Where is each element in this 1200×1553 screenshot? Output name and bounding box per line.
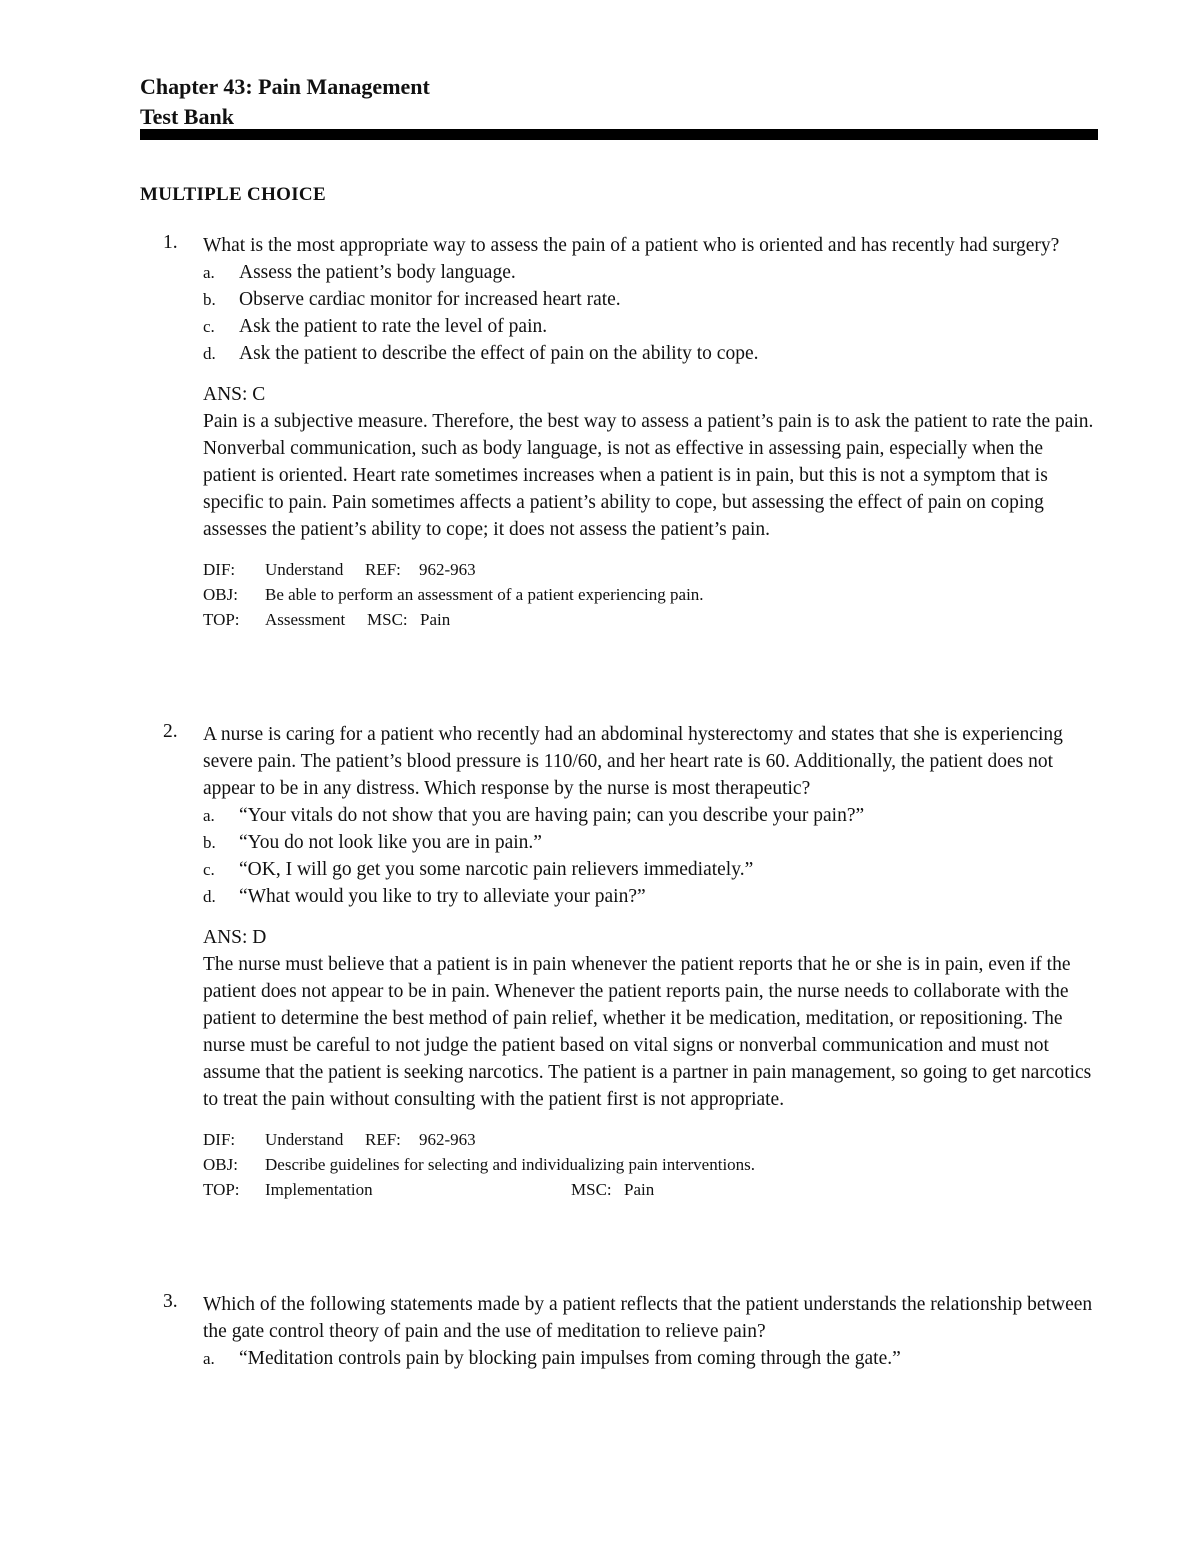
top-value: Assessment [265, 610, 346, 629]
dif-value: Understand [265, 560, 344, 579]
option-a: a. “Meditation controls pain by blocking pain impulses from coming through the gate.” [203, 1348, 901, 1369]
chapter-title: Chapter 43: Pain Management [140, 74, 430, 99]
question-number: 3. [163, 1291, 178, 1312]
header-rule [140, 129, 1098, 140]
answer-options [203, 802, 1100, 910]
dif-label: DIF: [203, 1130, 236, 1149]
dif-label: DIF: [203, 560, 236, 579]
top-label: TOP: [203, 610, 240, 629]
answer-options [203, 259, 1100, 367]
answer-key: ANS: D [203, 927, 267, 948]
option-a: a. “Your vitals do not show that you are having pain; can you describe your pain?” [203, 805, 865, 826]
answer-options [203, 1345, 1100, 1372]
option-c: c. “OK, I will go get you some narcotic pain relievers immediately.” [203, 859, 754, 880]
msc-value: Pain [624, 1180, 655, 1199]
ref-label: REF: [365, 1130, 401, 1149]
msc-label: MSC: [571, 1180, 612, 1199]
question-stem: A nurse is caring for a patient who recently had an abdominal hysterectomy and states that she is experiencing severe pain. The patient’s blood pressure is 110/60, and her heart rate is 60. Additionally, the patient does not appear to be in any distress. Which response by the nurse is most therapeutic? [203, 724, 1063, 799]
question-1 [140, 232, 1100, 632]
question-number: 2. [163, 721, 178, 742]
question-number: 1. [163, 232, 178, 253]
top-value: Implementation [265, 1180, 373, 1199]
rationale: The nurse must believe that a patient is in pain whenever the patient reports that he or she is in pain, even if the patient does not appear to be in pain. Whenever the patient reports pain, the nurse needs to collaborate with the patient to determine the best method of pain relief, whether it be medication, meditation, or repositioning. The nurse must be careful to not judge the patient based on vital signs or nonverbal communication and must not assume that the patient is seeking narcotics. The patient is a partner in pain management, so going to get narcotics to treat the pain without consulting with the patient first is not appropriate. [203, 954, 1092, 1110]
answer-key: ANS: C [203, 384, 266, 405]
test-bank-subtitle: Test Bank [140, 104, 234, 129]
option-d: d. “What would you like to try to alleviate your pain?” [203, 886, 646, 907]
option-c: c. Ask the patient to rate the level of pain. [203, 316, 548, 337]
rationale: Pain is a subjective measure. Therefore, the best way to assess a patient’s pain is to ask the patient to rate the pain. Nonverbal communication, such as body language, is not as effective in assessing pain, especially when the patient is oriented. Heart rate sometimes increases when a patient is in pain, but this is not a symptom that is specific to pain. Pain sometimes affects a patient’s ability to cope, but assessing the effect of pain on coping assesses the patient’s ability to cope; it does not assess the patient’s pain. [203, 411, 1094, 540]
obj-value: Describe guidelines for selecting and individualizing pain interventions. [265, 1155, 756, 1174]
option-b: b. “You do not look like you are in pain.” [203, 832, 542, 853]
ref-label: REF: [365, 560, 401, 579]
dif-value: Understand [265, 1130, 344, 1149]
question-stem: What is the most appropriate way to assess the pain of a patient who is oriented and has recently had surgery? [203, 235, 1060, 256]
msc-value: Pain [420, 610, 451, 629]
question-metadata [203, 1127, 1100, 1202]
option-d: d. Ask the patient to describe the effect of pain on the ability to cope. [203, 343, 759, 364]
section-heading: MULTIPLE CHOICE [140, 184, 326, 205]
obj-label: OBJ: [203, 1155, 238, 1174]
obj-label: OBJ: [203, 585, 238, 604]
question-2 [140, 721, 1100, 1202]
obj-value: Be able to perform an assessment of a patient experiencing pain. [265, 585, 704, 604]
top-label: TOP: [203, 1180, 240, 1199]
ref-value: 962-963 [419, 1130, 476, 1149]
question-stem: Which of the following statements made by a patient reflects that the patient understands the relationship between the gate control theory of pain and the use of meditation to relieve pain? [203, 1294, 1093, 1342]
question-3 [140, 1291, 1100, 1372]
ref-value: 962-963 [419, 560, 476, 579]
option-b: b. Observe cardiac monitor for increased heart rate. [203, 289, 621, 310]
option-a: a. Assess the patient’s body language. [203, 262, 516, 283]
msc-label: MSC: [367, 610, 408, 629]
question-metadata [203, 557, 1100, 632]
